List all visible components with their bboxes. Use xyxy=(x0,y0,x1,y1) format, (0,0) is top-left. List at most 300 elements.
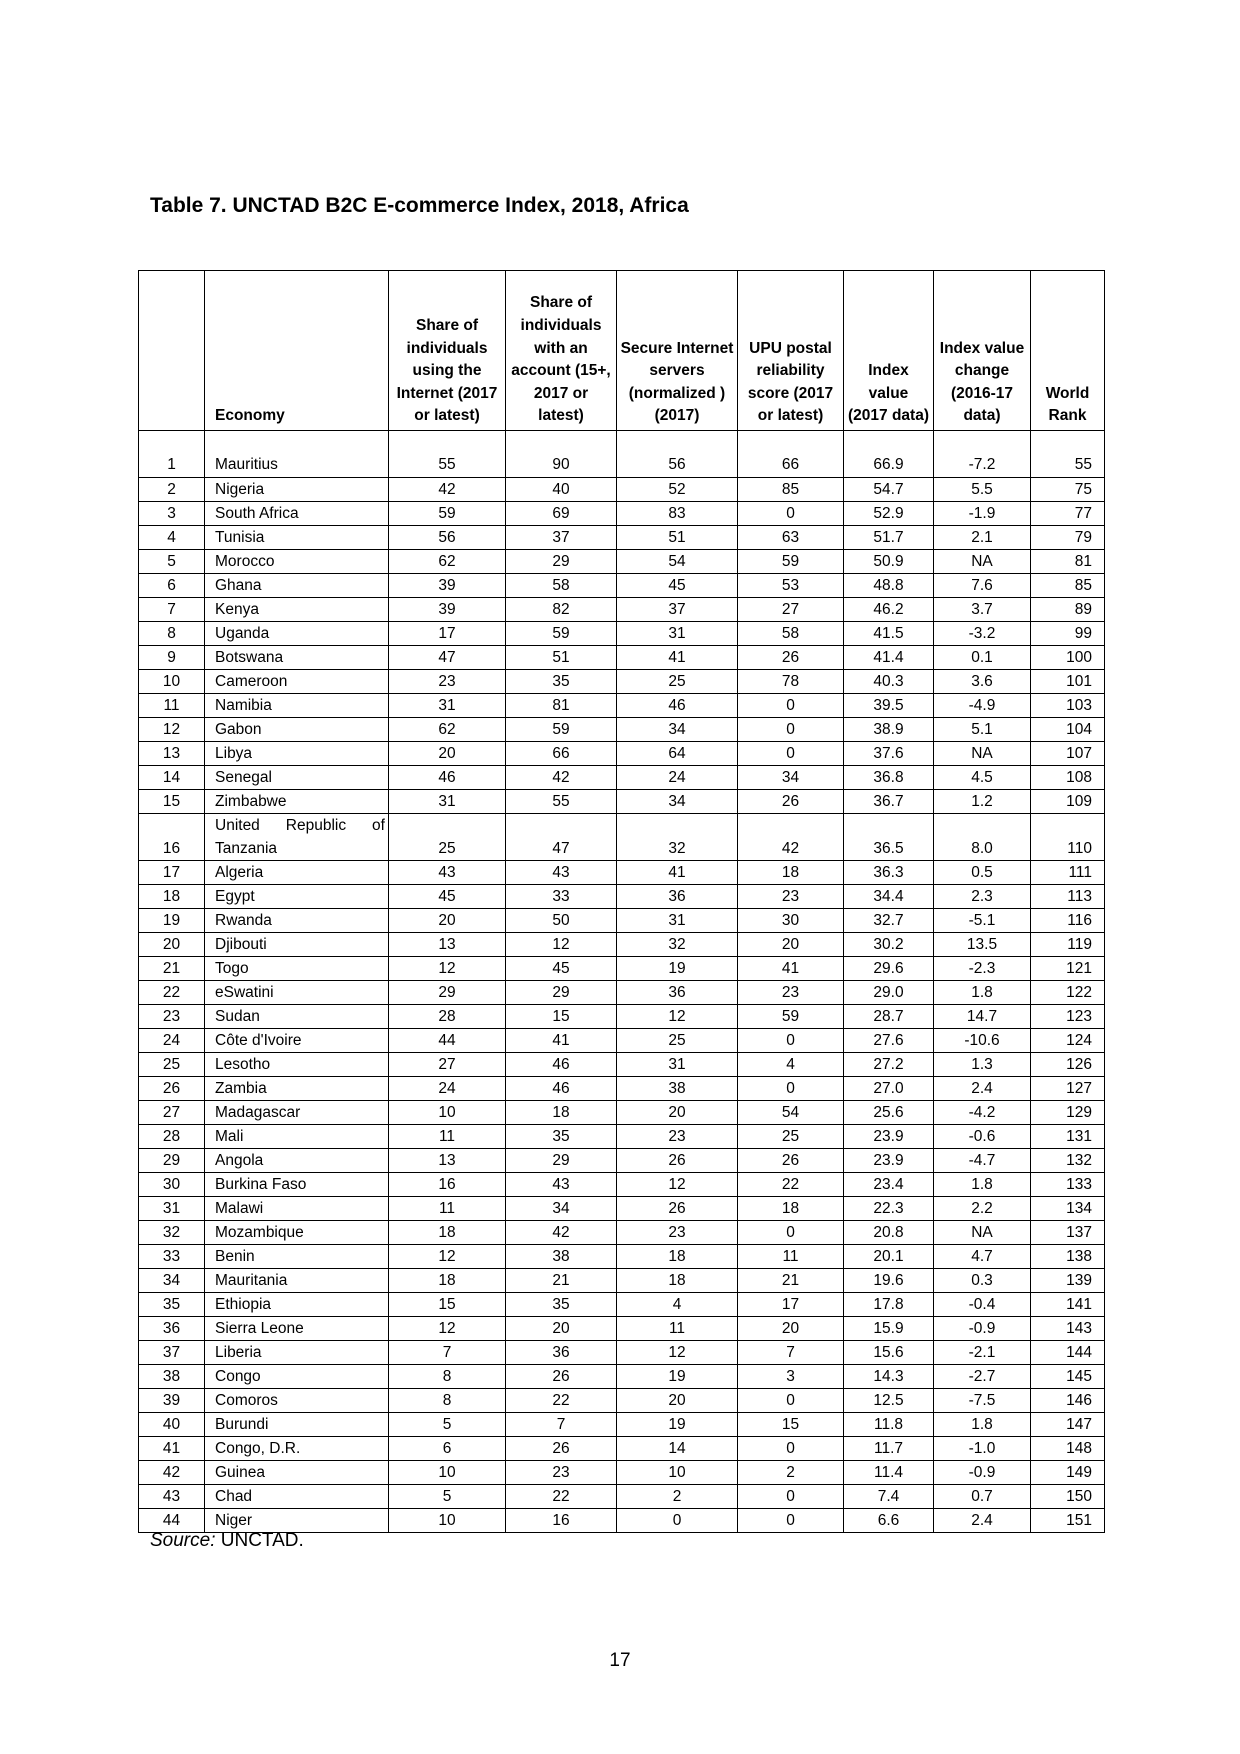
cell-upu-score: 17 xyxy=(738,1293,844,1317)
table-row xyxy=(139,1101,1105,1125)
cell-internet-share: 8 xyxy=(389,1365,506,1389)
cell-world-rank: 81 xyxy=(1031,550,1105,574)
cell-upu-score: 18 xyxy=(738,1197,844,1221)
cell-secure-servers: 14 xyxy=(617,1437,738,1461)
cell-internet-share: 45 xyxy=(389,885,506,909)
cell-internet-share: 17 xyxy=(389,622,506,646)
page-number: 17 xyxy=(609,1650,631,1671)
cell-economy: Sudan xyxy=(205,1005,389,1029)
table-row xyxy=(139,574,1105,598)
cell-economy: Zambia xyxy=(205,1077,389,1101)
cell-index-value: 37.6 xyxy=(844,742,934,766)
cell-economy: Comoros xyxy=(205,1389,389,1413)
cell-secure-servers: 18 xyxy=(617,1269,738,1293)
cell-secure-servers: 64 xyxy=(617,742,738,766)
cell-index-change: -1.0 xyxy=(934,1437,1031,1461)
table-row xyxy=(139,1245,1105,1269)
cell-number: 19 xyxy=(139,909,205,933)
cell-index-value: 27.0 xyxy=(844,1077,934,1101)
cell-world-rank: 126 xyxy=(1031,1053,1105,1077)
cell-index-value: 40.3 xyxy=(844,670,934,694)
cell-index-change: -3.2 xyxy=(934,622,1031,646)
cell-account-share: 29 xyxy=(506,550,617,574)
cell-internet-share: 10 xyxy=(389,1509,506,1533)
cell-index-value: 29.0 xyxy=(844,981,934,1005)
source-note xyxy=(150,1530,304,1552)
cell-index-change: 0.1 xyxy=(934,646,1031,670)
cell-index-change: -0.6 xyxy=(934,1125,1031,1149)
cell-index-value: 11.8 xyxy=(844,1413,934,1437)
table-row xyxy=(139,933,1105,957)
cell-economy: Sierra Leone xyxy=(205,1317,389,1341)
cell-number: 32 xyxy=(139,1221,205,1245)
table-row xyxy=(139,622,1105,646)
cell-upu-score: 0 xyxy=(738,694,844,718)
cell-upu-score: 0 xyxy=(738,1221,844,1245)
cell-internet-share: 39 xyxy=(389,574,506,598)
cell-economy: Mauritius xyxy=(205,431,389,478)
source-text: UNCTAD. xyxy=(220,1530,304,1551)
cell-index-change: 4.5 xyxy=(934,766,1031,790)
cell-secure-servers: 18 xyxy=(617,1245,738,1269)
cell-account-share: 33 xyxy=(506,885,617,909)
cell-account-share: 46 xyxy=(506,1077,617,1101)
cell-index-value: 66.9 xyxy=(844,431,934,478)
cell-economy: eSwatini xyxy=(205,981,389,1005)
cell-secure-servers: 34 xyxy=(617,718,738,742)
cell-number: 27 xyxy=(139,1101,205,1125)
cell-world-rank: 145 xyxy=(1031,1365,1105,1389)
cell-index-change: -5.1 xyxy=(934,909,1031,933)
header-economy: Economy xyxy=(205,271,389,431)
table-row xyxy=(139,861,1105,885)
table-row xyxy=(139,1053,1105,1077)
cell-economy: Ethiopia xyxy=(205,1293,389,1317)
header-upu-score: UPU postal reliability score (2017 or latest) xyxy=(738,271,844,431)
cell-internet-share: 20 xyxy=(389,742,506,766)
cell-account-share: 51 xyxy=(506,646,617,670)
cell-economy: Congo xyxy=(205,1365,389,1389)
cell-index-change: 1.3 xyxy=(934,1053,1031,1077)
cell-economy: Libya xyxy=(205,742,389,766)
cell-index-change: -2.1 xyxy=(934,1341,1031,1365)
cell-number: 20 xyxy=(139,933,205,957)
cell-economy: Angola xyxy=(205,1149,389,1173)
table-row xyxy=(139,1365,1105,1389)
cell-number: 8 xyxy=(139,622,205,646)
cell-upu-score: 11 xyxy=(738,1245,844,1269)
cell-world-rank: 122 xyxy=(1031,981,1105,1005)
cell-internet-share: 16 xyxy=(389,1173,506,1197)
cell-account-share: 15 xyxy=(506,1005,617,1029)
cell-account-share: 43 xyxy=(506,861,617,885)
cell-index-change: 3.6 xyxy=(934,670,1031,694)
cell-secure-servers: 12 xyxy=(617,1173,738,1197)
cell-number: 2 xyxy=(139,478,205,502)
cell-upu-score: 42 xyxy=(738,814,844,861)
cell-index-value: 32.7 xyxy=(844,909,934,933)
cell-upu-score: 20 xyxy=(738,1317,844,1341)
cell-secure-servers: 10 xyxy=(617,1461,738,1485)
cell-internet-share: 46 xyxy=(389,766,506,790)
cell-number: 34 xyxy=(139,1269,205,1293)
cell-upu-score: 21 xyxy=(738,1269,844,1293)
cell-upu-score: 0 xyxy=(738,1077,844,1101)
cell-secure-servers: 11 xyxy=(617,1317,738,1341)
cell-world-rank: 79 xyxy=(1031,526,1105,550)
cell-account-share: 22 xyxy=(506,1389,617,1413)
cell-economy: Lesotho xyxy=(205,1053,389,1077)
cell-upu-score: 0 xyxy=(738,1437,844,1461)
cell-index-value: 7.4 xyxy=(844,1485,934,1509)
cell-economy: Congo, D.R. xyxy=(205,1437,389,1461)
cell-internet-share: 44 xyxy=(389,1029,506,1053)
cell-upu-score: 15 xyxy=(738,1413,844,1437)
cell-number: 24 xyxy=(139,1029,205,1053)
cell-world-rank: 110 xyxy=(1031,814,1105,861)
cell-index-value: 36.5 xyxy=(844,814,934,861)
cell-economy: Chad xyxy=(205,1485,389,1509)
cell-account-share: 45 xyxy=(506,957,617,981)
cell-account-share: 82 xyxy=(506,598,617,622)
cell-secure-servers: 25 xyxy=(617,1029,738,1053)
cell-account-share: 59 xyxy=(506,622,617,646)
cell-index-change: 0.5 xyxy=(934,861,1031,885)
cell-index-change: 1.2 xyxy=(934,790,1031,814)
table-row xyxy=(139,1389,1105,1413)
cell-index-change: 3.7 xyxy=(934,598,1031,622)
table-row xyxy=(139,646,1105,670)
cell-internet-share: 42 xyxy=(389,478,506,502)
cell-index-change: NA xyxy=(934,550,1031,574)
cell-number: 40 xyxy=(139,1413,205,1437)
cell-economy: Tunisia xyxy=(205,526,389,550)
cell-secure-servers: 26 xyxy=(617,1197,738,1221)
cell-economy: Senegal xyxy=(205,766,389,790)
cell-index-change: 2.4 xyxy=(934,1077,1031,1101)
cell-secure-servers: 45 xyxy=(617,574,738,598)
source-label: Source: xyxy=(150,1530,216,1551)
cell-world-rank: 149 xyxy=(1031,1461,1105,1485)
cell-internet-share: 28 xyxy=(389,1005,506,1029)
cell-secure-servers: 19 xyxy=(617,1413,738,1437)
cell-account-share: 29 xyxy=(506,981,617,1005)
cell-internet-share: 8 xyxy=(389,1389,506,1413)
cell-world-rank: 121 xyxy=(1031,957,1105,981)
table-row xyxy=(139,1149,1105,1173)
cell-economy: Cameroon xyxy=(205,670,389,694)
cell-index-change: NA xyxy=(934,742,1031,766)
cell-internet-share: 23 xyxy=(389,670,506,694)
table-row xyxy=(139,814,1105,861)
cell-internet-share: 13 xyxy=(389,1149,506,1173)
cell-account-share: 12 xyxy=(506,933,617,957)
cell-upu-score: 0 xyxy=(738,1509,844,1533)
table-row xyxy=(139,694,1105,718)
cell-world-rank: 99 xyxy=(1031,622,1105,646)
cell-number: 15 xyxy=(139,790,205,814)
cell-internet-share: 55 xyxy=(389,431,506,478)
cell-economy: Namibia xyxy=(205,694,389,718)
cell-number: 17 xyxy=(139,861,205,885)
cell-index-change: -4.7 xyxy=(934,1149,1031,1173)
cell-internet-share: 59 xyxy=(389,502,506,526)
cell-index-value: 34.4 xyxy=(844,885,934,909)
cell-world-rank: 141 xyxy=(1031,1293,1105,1317)
cell-world-rank: 109 xyxy=(1031,790,1105,814)
cell-secure-servers: 52 xyxy=(617,478,738,502)
cell-index-change: -4.9 xyxy=(934,694,1031,718)
cell-index-value: 30.2 xyxy=(844,933,934,957)
cell-index-value: 36.8 xyxy=(844,766,934,790)
cell-index-change: -0.9 xyxy=(934,1317,1031,1341)
cell-internet-share: 31 xyxy=(389,694,506,718)
cell-index-value: 27.2 xyxy=(844,1053,934,1077)
cell-number: 11 xyxy=(139,694,205,718)
cell-economy: Botswana xyxy=(205,646,389,670)
cell-secure-servers: 0 xyxy=(617,1509,738,1533)
cell-index-change: 2.3 xyxy=(934,885,1031,909)
table-row xyxy=(139,1485,1105,1509)
table-row xyxy=(139,1005,1105,1029)
cell-upu-score: 78 xyxy=(738,670,844,694)
cell-economy: Togo xyxy=(205,957,389,981)
cell-secure-servers: 19 xyxy=(617,1365,738,1389)
cell-upu-score: 23 xyxy=(738,885,844,909)
cell-world-rank: 127 xyxy=(1031,1077,1105,1101)
cell-upu-score: 25 xyxy=(738,1125,844,1149)
cell-account-share: 18 xyxy=(506,1101,617,1125)
cell-secure-servers: 12 xyxy=(617,1341,738,1365)
header-account-share: Share of individuals with an account (15+, 2017 or latest) xyxy=(506,271,617,431)
cell-world-rank: 103 xyxy=(1031,694,1105,718)
cell-upu-score: 66 xyxy=(738,431,844,478)
cell-world-rank: 138 xyxy=(1031,1245,1105,1269)
cell-world-rank: 134 xyxy=(1031,1197,1105,1221)
cell-index-value: 27.6 xyxy=(844,1029,934,1053)
cell-upu-score: 22 xyxy=(738,1173,844,1197)
cell-index-value: 22.3 xyxy=(844,1197,934,1221)
cell-internet-share: 43 xyxy=(389,861,506,885)
table-row xyxy=(139,1341,1105,1365)
cell-world-rank: 137 xyxy=(1031,1221,1105,1245)
table-row xyxy=(139,502,1105,526)
cell-world-rank: 108 xyxy=(1031,766,1105,790)
cell-internet-share: 18 xyxy=(389,1221,506,1245)
cell-index-value: 25.6 xyxy=(844,1101,934,1125)
cell-number: 9 xyxy=(139,646,205,670)
cell-index-change: -1.9 xyxy=(934,502,1031,526)
cell-account-share: 38 xyxy=(506,1245,617,1269)
table-row xyxy=(139,550,1105,574)
cell-number: 25 xyxy=(139,1053,205,1077)
table-row xyxy=(139,1221,1105,1245)
cell-index-change: 13.5 xyxy=(934,933,1031,957)
table-row xyxy=(139,1509,1105,1533)
cell-internet-share: 7 xyxy=(389,1341,506,1365)
cell-number: 31 xyxy=(139,1197,205,1221)
cell-internet-share: 10 xyxy=(389,1101,506,1125)
cell-world-rank: 148 xyxy=(1031,1437,1105,1461)
cell-index-value: 48.8 xyxy=(844,574,934,598)
cell-number: 1 xyxy=(139,431,205,478)
cell-upu-score: 59 xyxy=(738,1005,844,1029)
header-rank-number xyxy=(139,271,205,431)
cell-secure-servers: 37 xyxy=(617,598,738,622)
cell-world-rank: 123 xyxy=(1031,1005,1105,1029)
cell-secure-servers: 38 xyxy=(617,1077,738,1101)
table-row xyxy=(139,670,1105,694)
cell-index-value: 6.6 xyxy=(844,1509,934,1533)
cell-number: 35 xyxy=(139,1293,205,1317)
cell-internet-share: 24 xyxy=(389,1077,506,1101)
cell-number: 4 xyxy=(139,526,205,550)
cell-secure-servers: 54 xyxy=(617,550,738,574)
cell-economy: Burkina Faso xyxy=(205,1173,389,1197)
cell-economy: Liberia xyxy=(205,1341,389,1365)
cell-number: 36 xyxy=(139,1317,205,1341)
cell-internet-share: 47 xyxy=(389,646,506,670)
cell-index-value: 39.5 xyxy=(844,694,934,718)
table-row xyxy=(139,1197,1105,1221)
cell-index-change: 1.8 xyxy=(934,1413,1031,1437)
cell-world-rank: 131 xyxy=(1031,1125,1105,1149)
cell-upu-score: 23 xyxy=(738,981,844,1005)
cell-index-change: 0.7 xyxy=(934,1485,1031,1509)
cell-index-value: 36.3 xyxy=(844,861,934,885)
cell-index-change: 4.7 xyxy=(934,1245,1031,1269)
cell-upu-score: 0 xyxy=(738,1029,844,1053)
cell-index-change: -2.3 xyxy=(934,957,1031,981)
cell-index-change: -4.2 xyxy=(934,1101,1031,1125)
cell-number: 37 xyxy=(139,1341,205,1365)
cell-economy: Mali xyxy=(205,1125,389,1149)
cell-account-share: 35 xyxy=(506,1293,617,1317)
table-row xyxy=(139,766,1105,790)
cell-number: 42 xyxy=(139,1461,205,1485)
cell-economy: Mozambique xyxy=(205,1221,389,1245)
cell-index-change: -0.9 xyxy=(934,1461,1031,1485)
cell-internet-share: 18 xyxy=(389,1269,506,1293)
cell-internet-share: 29 xyxy=(389,981,506,1005)
cell-upu-score: 0 xyxy=(738,1485,844,1509)
cell-account-share: 22 xyxy=(506,1485,617,1509)
cell-index-value: 19.6 xyxy=(844,1269,934,1293)
cell-upu-score: 53 xyxy=(738,574,844,598)
cell-internet-share: 25 xyxy=(389,814,506,861)
cell-index-value: 15.6 xyxy=(844,1341,934,1365)
cell-upu-score: 26 xyxy=(738,646,844,670)
cell-upu-score: 58 xyxy=(738,622,844,646)
cell-secure-servers: 32 xyxy=(617,814,738,861)
cell-index-change: 5.5 xyxy=(934,478,1031,502)
cell-index-value: 23.9 xyxy=(844,1149,934,1173)
cell-account-share: 42 xyxy=(506,1221,617,1245)
cell-upu-score: 30 xyxy=(738,909,844,933)
cell-internet-share: 5 xyxy=(389,1413,506,1437)
cell-account-share: 36 xyxy=(506,1341,617,1365)
cell-secure-servers: 4 xyxy=(617,1293,738,1317)
cell-account-share: 16 xyxy=(506,1509,617,1533)
cell-world-rank: 100 xyxy=(1031,646,1105,670)
cell-index-change: 8.0 xyxy=(934,814,1031,861)
cell-index-value: 50.9 xyxy=(844,550,934,574)
cell-economy: Guinea xyxy=(205,1461,389,1485)
cell-world-rank: 113 xyxy=(1031,885,1105,909)
cell-secure-servers: 23 xyxy=(617,1221,738,1245)
cell-index-value: 14.3 xyxy=(844,1365,934,1389)
cell-number: 6 xyxy=(139,574,205,598)
cell-number: 28 xyxy=(139,1125,205,1149)
cell-account-share: 69 xyxy=(506,502,617,526)
cell-internet-share: 62 xyxy=(389,718,506,742)
table-row xyxy=(139,981,1105,1005)
cell-secure-servers: 31 xyxy=(617,622,738,646)
cell-account-share: 81 xyxy=(506,694,617,718)
cell-account-share: 59 xyxy=(506,718,617,742)
cell-account-share: 29 xyxy=(506,1149,617,1173)
cell-number: 13 xyxy=(139,742,205,766)
table-body xyxy=(139,431,1105,1533)
cell-economy: Nigeria xyxy=(205,478,389,502)
cell-account-share: 26 xyxy=(506,1437,617,1461)
cell-index-value: 29.6 xyxy=(844,957,934,981)
cell-account-share: 58 xyxy=(506,574,617,598)
cell-account-share: 40 xyxy=(506,478,617,502)
cell-upu-score: 0 xyxy=(738,1389,844,1413)
cell-secure-servers: 23 xyxy=(617,1125,738,1149)
cell-index-change: 5.1 xyxy=(934,718,1031,742)
table-row xyxy=(139,1269,1105,1293)
cell-index-value: 46.2 xyxy=(844,598,934,622)
cell-secure-servers: 2 xyxy=(617,1485,738,1509)
cell-world-rank: 107 xyxy=(1031,742,1105,766)
table-row xyxy=(139,1293,1105,1317)
cell-secure-servers: 41 xyxy=(617,861,738,885)
cell-internet-share: 10 xyxy=(389,1461,506,1485)
cell-index-change: 0.3 xyxy=(934,1269,1031,1293)
cell-number: 5 xyxy=(139,550,205,574)
cell-upu-score: 54 xyxy=(738,1101,844,1125)
cell-world-rank: 139 xyxy=(1031,1269,1105,1293)
cell-internet-share: 20 xyxy=(389,909,506,933)
cell-world-rank: 111 xyxy=(1031,861,1105,885)
cell-index-value: 41.4 xyxy=(844,646,934,670)
cell-number: 18 xyxy=(139,885,205,909)
cell-economy: Ghana xyxy=(205,574,389,598)
cell-internet-share: 12 xyxy=(389,957,506,981)
cell-secure-servers: 36 xyxy=(617,885,738,909)
table-row xyxy=(139,526,1105,550)
cell-index-value: 38.9 xyxy=(844,718,934,742)
cell-world-rank: 119 xyxy=(1031,933,1105,957)
header-secure-servers: Secure Internet servers (normalized ) (2017) xyxy=(617,271,738,431)
table-row xyxy=(139,1317,1105,1341)
cell-upu-score: 20 xyxy=(738,933,844,957)
table-row xyxy=(139,1437,1105,1461)
cell-upu-score: 4 xyxy=(738,1053,844,1077)
table-row xyxy=(139,478,1105,502)
cell-upu-score: 27 xyxy=(738,598,844,622)
cell-economy: Uganda xyxy=(205,622,389,646)
table-row xyxy=(139,1125,1105,1149)
cell-index-value: 52.9 xyxy=(844,502,934,526)
cell-secure-servers: 46 xyxy=(617,694,738,718)
cell-internet-share: 12 xyxy=(389,1317,506,1341)
cell-account-share: 55 xyxy=(506,790,617,814)
cell-index-change: -2.7 xyxy=(934,1365,1031,1389)
cell-secure-servers: 26 xyxy=(617,1149,738,1173)
